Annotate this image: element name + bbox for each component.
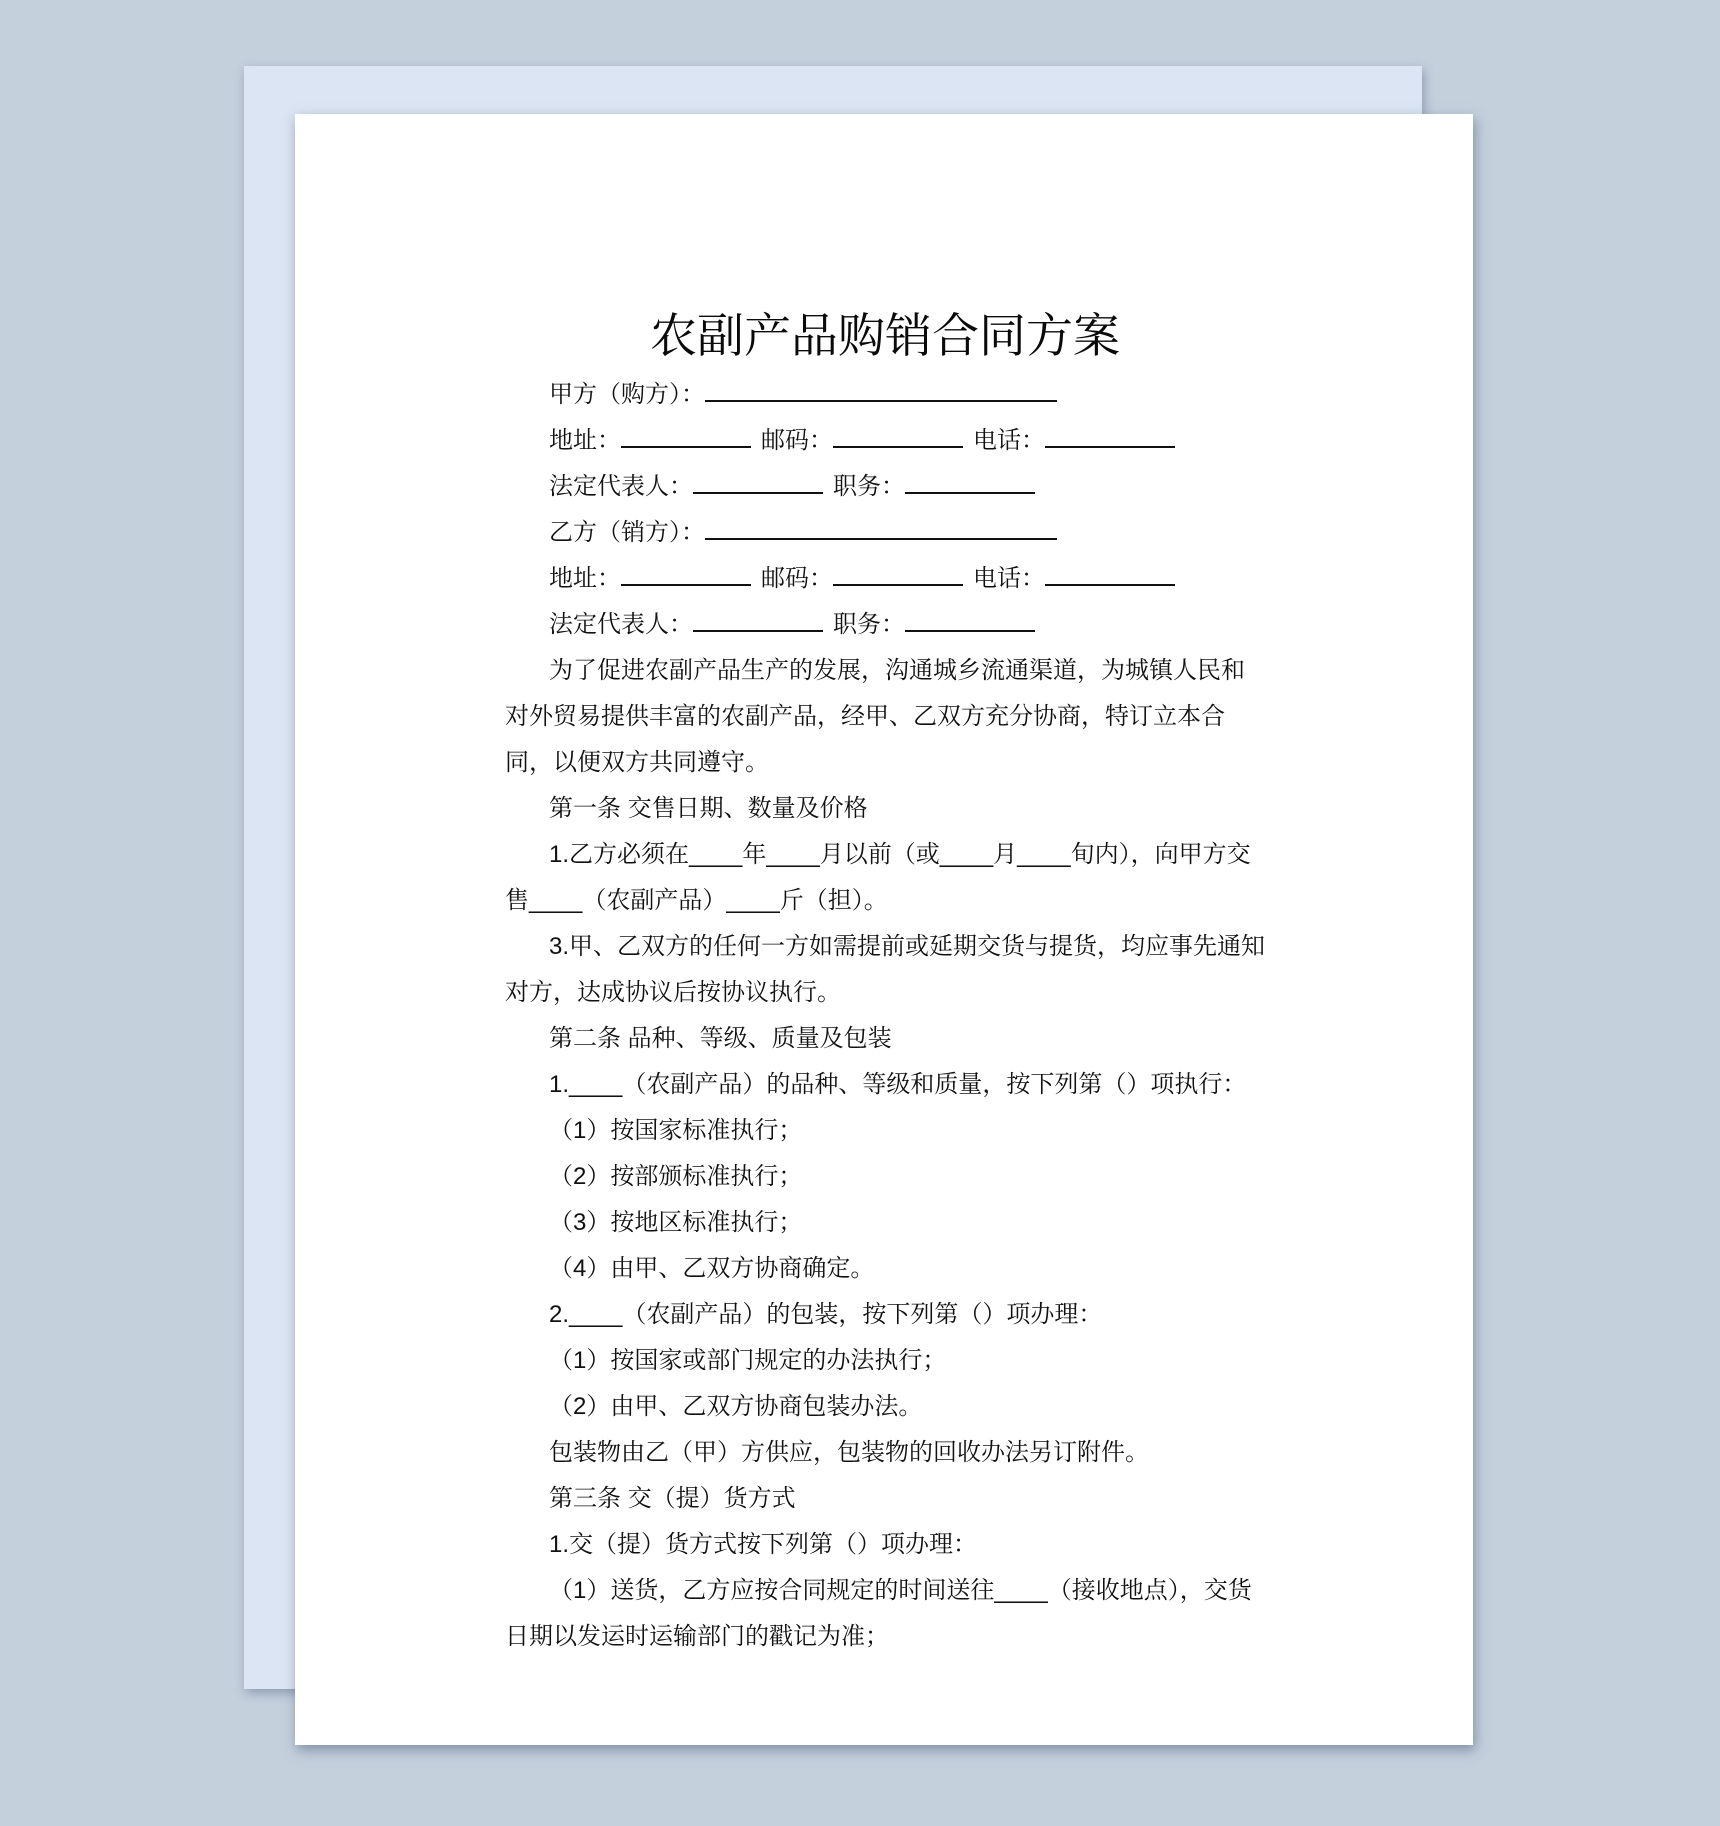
field-label-position-b: 职务： <box>833 611 905 638</box>
blank-line-representative-a <box>693 490 823 494</box>
clause-3-item-1: 1.交（提）货方式按下列第（）项办理： <box>549 1531 978 1558</box>
field-label-party-b: 乙方（销方）： <box>549 519 705 546</box>
blank-line-position-a <box>905 490 1035 494</box>
clause-2-item-1-option-4: （4）由甲、乙双方协商确定。 <box>549 1255 875 1282</box>
clause-2-item-1-option-1: （1）按国家标准执行； <box>549 1117 803 1144</box>
clause-2-item-2-option-1: （1）按国家或部门规定的办法执行； <box>549 1347 947 1374</box>
field-row-representative-a <box>505 464 1265 510</box>
field-label-representative-b: 法定代表人： <box>549 611 693 638</box>
blank-line-party-a <box>705 398 1057 402</box>
field-row-address-b <box>505 556 1265 602</box>
field-label-zipcode-b: 邮码： <box>761 565 833 592</box>
field-label-address-b: 地址： <box>549 565 621 592</box>
document-page <box>295 114 1473 1745</box>
clause-2-heading: 第二条 品种、等级、质量及包装 <box>549 1025 892 1052</box>
field-label-party-a: 甲方（购方）： <box>549 381 705 408</box>
field-label-address-a: 地址： <box>549 427 621 454</box>
clause-1-heading: 第一条 交售日期、数量及价格 <box>549 795 868 822</box>
blank-line-zipcode-b <box>833 582 963 586</box>
clause-2-item-1-option-3: （3）按地区标准执行； <box>549 1209 803 1236</box>
preamble-paragraph: 为了促进农副产品生产的发展，沟通城乡流通渠道，为城镇人民和对外贸易提供丰富的农副产品，经甲、乙双方充分协商，特订立本合同，以便双方共同遵守。 <box>505 657 1245 776</box>
blank-line-party-b <box>705 536 1057 540</box>
blank-line-phone-b <box>1045 582 1175 586</box>
clause-2-item-1-option-2: （2）按部颁标准执行； <box>549 1163 803 1190</box>
field-row-party-b <box>505 510 1265 556</box>
field-row-party-a <box>505 372 1265 418</box>
field-label-position-a: 职务： <box>833 473 905 500</box>
clause-3-item-1-option-1: （1）送货，乙方应按合同规定的时间送往____（接收地点），交货日期以发运时运输部门的戳记为准； <box>505 1577 1252 1650</box>
field-label-zipcode-a: 邮码： <box>761 427 833 454</box>
field-label-representative-a: 法定代表人： <box>549 473 693 500</box>
blank-line-representative-b <box>693 628 823 632</box>
field-label-phone-a: 电话： <box>973 427 1045 454</box>
clause-1-item-3: 3.甲、乙双方的任何一方如需提前或延期交货与提货，均应事先通知对方，达成协议后按协议执行。 <box>505 933 1266 1006</box>
clause-2-item-1: 1.____（农副产品）的品种、等级和质量，按下列第（）项执行： <box>549 1071 1247 1098</box>
clause-2-packaging-note: 包装物由乙（甲）方供应，包装物的回收办法另订附件。 <box>549 1439 1149 1466</box>
clause-2-item-2-option-2: （2）由甲、乙双方协商包装办法。 <box>549 1393 923 1420</box>
field-label-phone-b: 电话： <box>973 565 1045 592</box>
blank-line-phone-a <box>1045 444 1175 448</box>
clause-2-item-2: 2.____（农副产品）的包装，按下列第（）项办理： <box>549 1301 1103 1328</box>
blank-line-zipcode-a <box>833 444 963 448</box>
clause-1-item-1: 1.乙方必须在____年____月以前（或____月____旬内），向甲方交售____（农副产品）____斤（担）。 <box>505 841 1251 914</box>
blank-line-position-b <box>905 628 1035 632</box>
field-row-representative-b <box>505 602 1265 648</box>
clause-3-heading: 第三条 交（提）货方式 <box>549 1485 796 1512</box>
blank-line-address-a <box>621 444 751 448</box>
field-row-address-a <box>505 418 1265 464</box>
document-title: 农副产品购销合同方案 <box>650 311 1120 363</box>
blank-line-address-b <box>621 582 751 586</box>
